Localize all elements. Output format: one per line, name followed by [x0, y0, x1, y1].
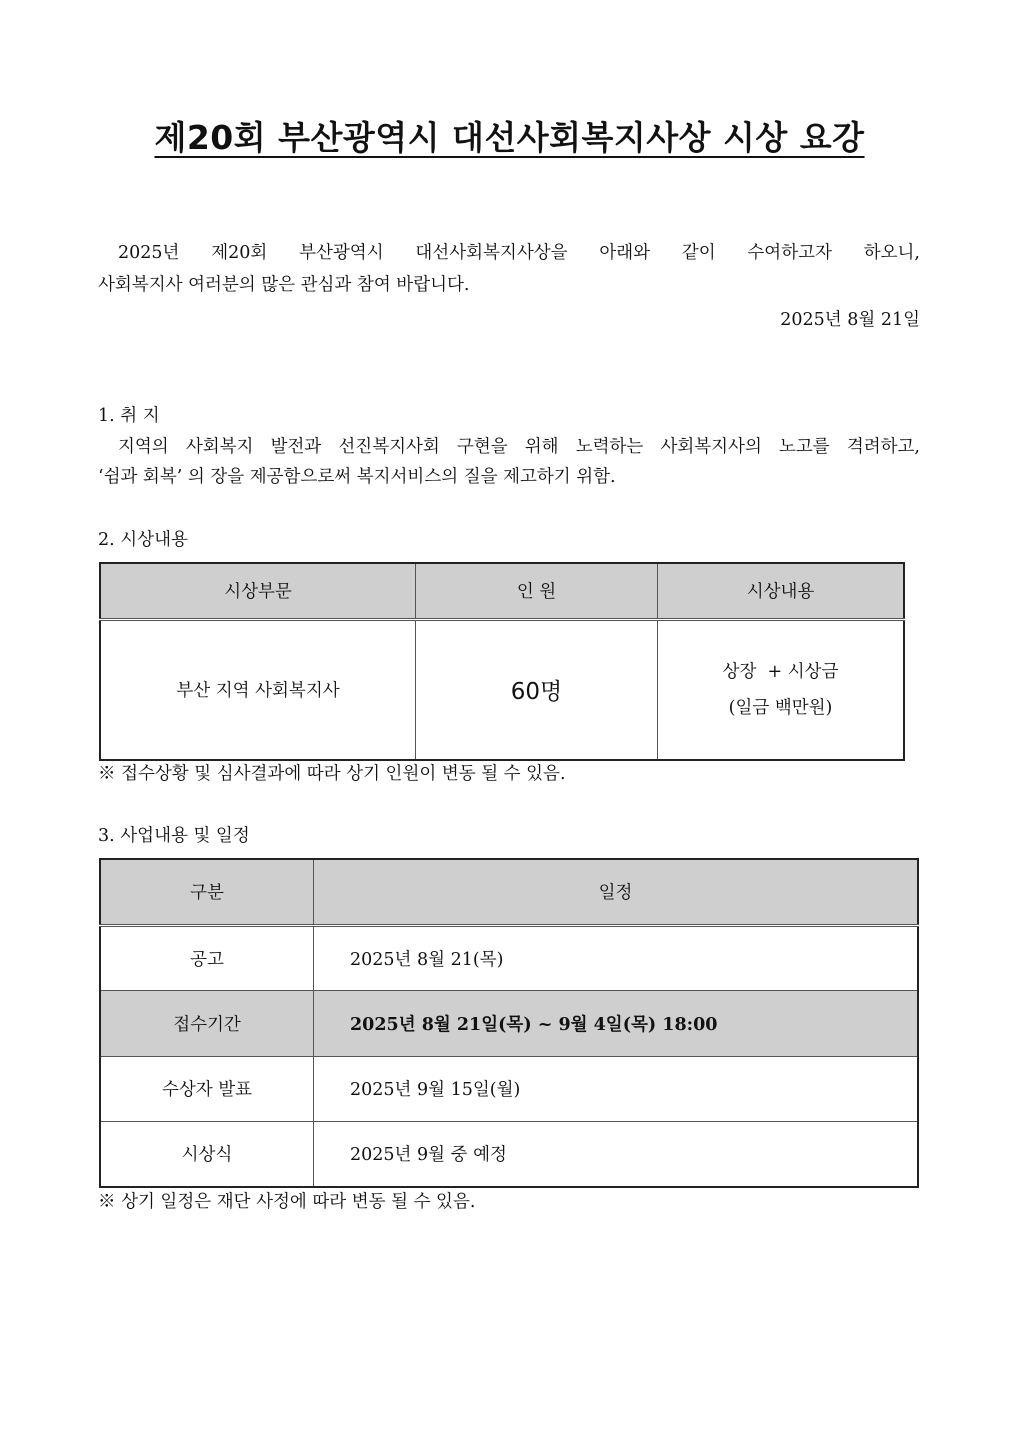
schedule-value: 2025년 9월 중 예정 — [314, 1121, 919, 1187]
header-count: 인 원 — [416, 563, 658, 619]
section-2-note: ※ 접수상황 및 심사결과에 따라 상기 인원이 변동 될 수 있음. — [98, 764, 566, 784]
schedule-value: 2025년 9월 15일(월) — [314, 1056, 919, 1121]
award-count: 60명 — [416, 619, 658, 760]
schedule-table — [99, 858, 919, 1188]
schedule-table-header — [100, 859, 918, 925]
schedule-value: 2025년 8월 21(목) — [314, 925, 919, 990]
section-1-heading: 1. 취 지 — [98, 406, 160, 426]
section-3-note: ※ 상기 일정은 재단 사정에 따라 변동 될 수 있음. — [98, 1192, 476, 1212]
schedule-value: 2025년 8월 21일(목) ~ 9월 4일(목) 18:00 — [314, 990, 919, 1056]
award-table-header — [100, 563, 904, 619]
header-division: 구분 — [100, 859, 314, 925]
award-content — [658, 619, 905, 760]
section-1-line-1: 지역의 사회복지 발전과 선진복지사회 구현을 위해 노력하는 사회복지사의 노고를 격려하고, — [118, 437, 920, 457]
award-row — [100, 619, 904, 760]
schedule-row — [100, 1056, 918, 1121]
award-table — [99, 562, 905, 761]
header-schedule: 일정 — [314, 859, 919, 925]
schedule-row — [100, 1121, 918, 1187]
announcement-date: 2025년 8월 21일 — [780, 310, 920, 330]
schedule-label: 시상식 — [100, 1121, 314, 1187]
intro-line-1: 2025년 제20회 부산광역시 대선사회복지사상을 아래와 같이 수여하고자 하오니, — [118, 243, 920, 263]
section-1-line-2: ‘쉼과 회복’ 의 장을 제공함으로써 복지서비스의 질을 제고하기 위함. — [98, 467, 616, 487]
intro-line-2: 사회복지사 여러분의 많은 관심과 참여 바랍니다. — [98, 275, 470, 295]
header-award-category: 시상부문 — [100, 563, 416, 619]
schedule-row — [100, 990, 918, 1056]
section-3-heading: 3. 사업내용 및 일정 — [98, 826, 250, 846]
schedule-label: 접수기간 — [100, 990, 314, 1056]
section-2-heading: 2. 시상내용 — [98, 530, 188, 550]
schedule-label: 공고 — [100, 925, 314, 990]
award-prize-line-1: 상장 + 시상금 — [722, 661, 839, 682]
award-prize-line-2: (일금 백만원) — [728, 697, 833, 718]
award-category: 부산 지역 사회복지사 — [100, 619, 416, 760]
header-award-content: 시상내용 — [658, 563, 905, 619]
schedule-label: 수상자 발표 — [100, 1056, 314, 1121]
schedule-row — [100, 925, 918, 990]
page-title: 제20회 부산광역시 대선사회복지사상 시상 요강 — [154, 118, 865, 157]
